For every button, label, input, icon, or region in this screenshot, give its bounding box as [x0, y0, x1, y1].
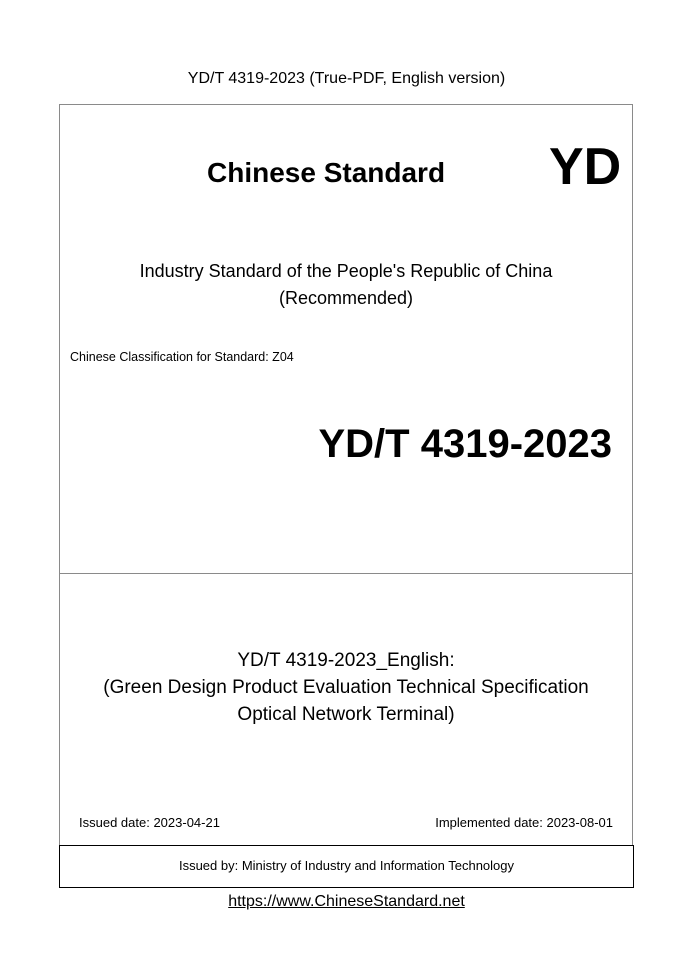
subtitle-line-1: Industry Standard of the People's Republic of China [139, 261, 553, 281]
subtitle-line-2: (Recommended) [278, 288, 414, 308]
page-header-title: YD/T 4319-2023 (True-PDF, English version) [187, 70, 506, 87]
issuer-box [59, 845, 634, 888]
document-title [59, 647, 633, 728]
website-link[interactable]: https://www.ChineseStandard.net [228, 893, 465, 910]
issued-by-label: Issued by: Ministry of Industry and Information Technology [178, 858, 515, 873]
classification-label: Chinese Classification for Standard: Z04 [70, 350, 294, 364]
cover-subtitle [59, 258, 633, 312]
standard-number: YD/T 4319-2023 [318, 422, 612, 466]
standard-code-mark: YD [549, 138, 622, 196]
cover-heading: Chinese Standard [207, 157, 446, 188]
issued-date: Issued date: 2023-04-21 [79, 815, 220, 830]
document-title-line-2: (Green Design Product Evaluation Technical Specification [103, 677, 589, 698]
document-title-line-1: YD/T 4319-2023_English: [237, 650, 455, 671]
document-title-line-3: Optical Network Terminal) [237, 704, 455, 725]
implemented-date: Implemented date: 2023-08-01 [435, 815, 613, 830]
